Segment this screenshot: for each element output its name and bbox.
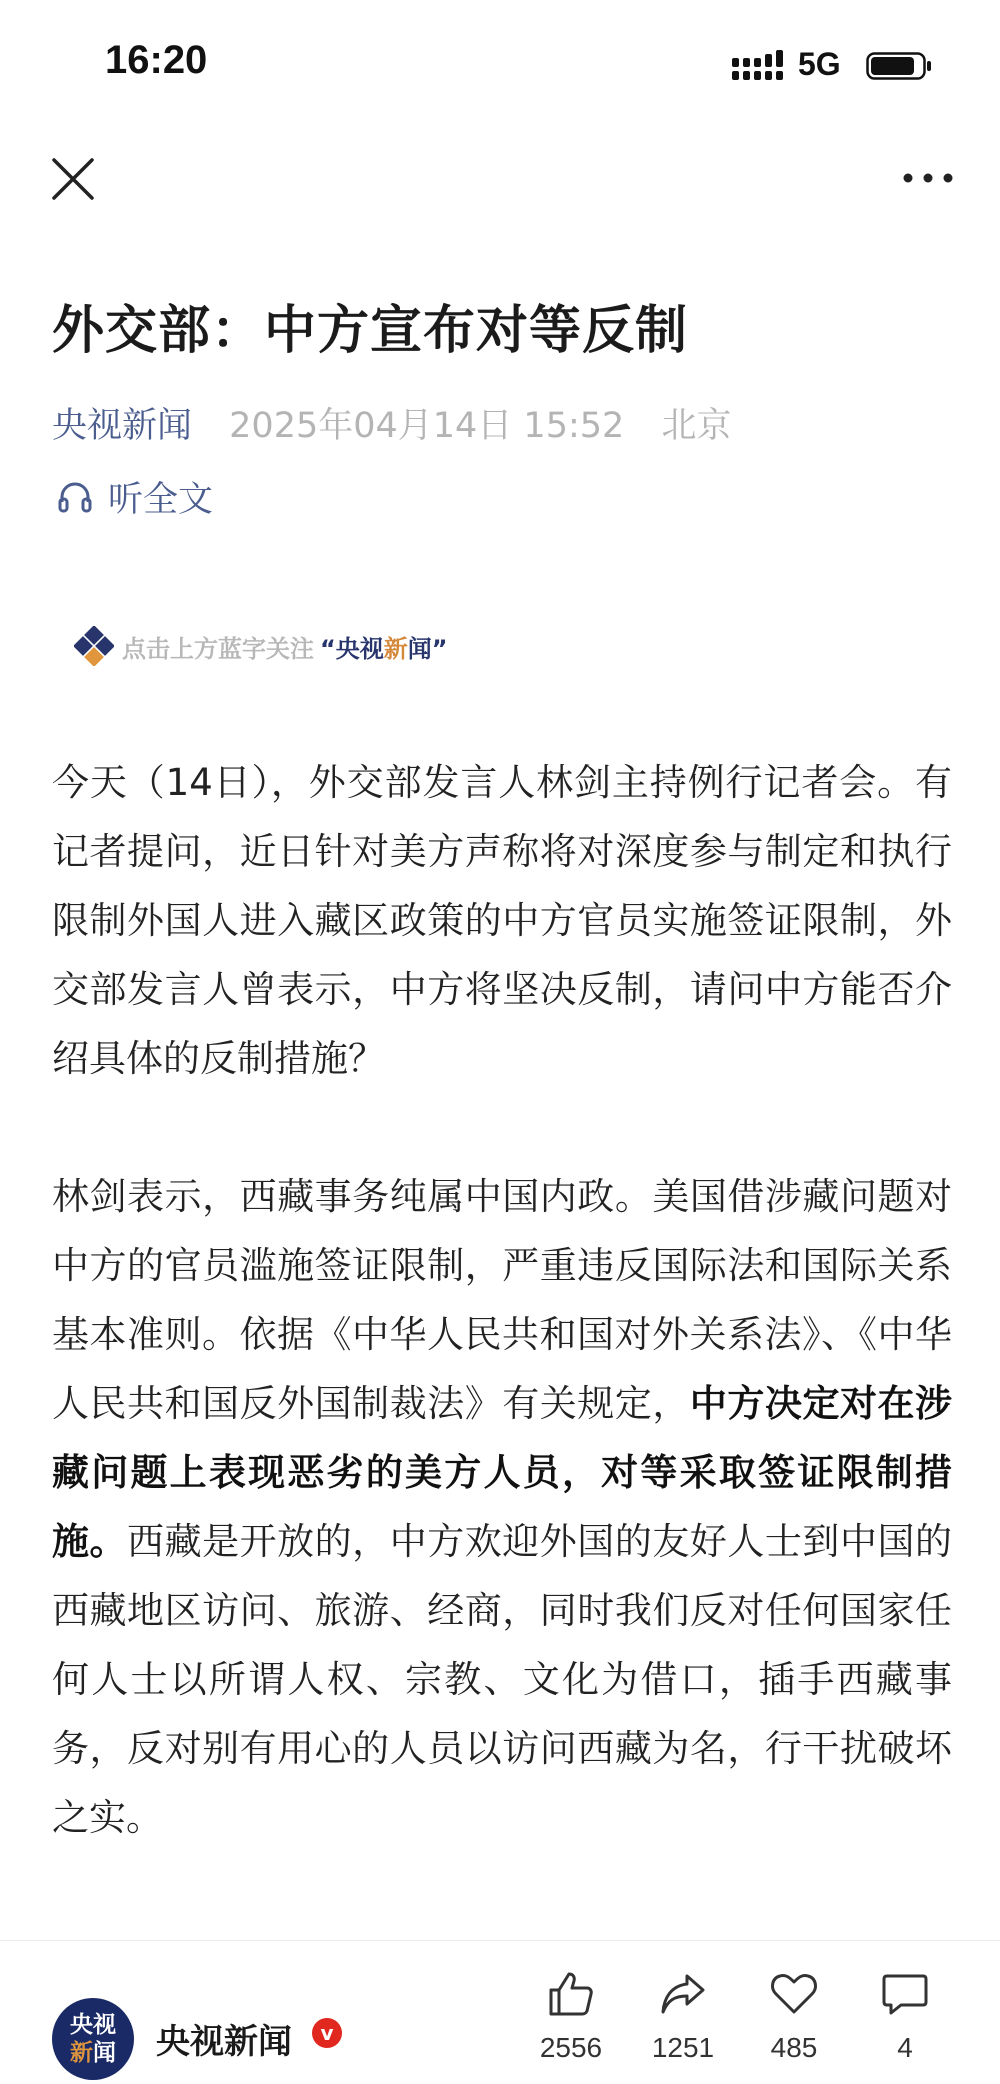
article-date: 2025年04月14日 15:52 <box>229 406 625 446</box>
heart-icon <box>768 1968 820 2020</box>
article-paragraph: 林剑表示，西藏事务纯属中国内政。美国借涉藏问题对中方的官员滥施签证限制，严重违反国际法和国际关系基本准则。依据《中华人民共和国对外关系法》、《中华人民共和国反外国制裁法》有关规定，中方决定对在涉藏问题上表现恶劣的美方人员，对等采取签证限制措施。西藏是开放的，中方欢迎外国的友好人士到中国的西藏地区访问、旅游、经商，同时我们反对任何国家任何人士以所谓人权、宗教、文化为借口，插手西藏事务，反对别有用心的人员以访问西藏为名，行干扰破坏之实。 <box>52 1175 953 1839</box>
bottom-action-bar <box>0 1941 1000 2084</box>
favorite-count: 485 <box>770 2032 818 2063</box>
network-type: 5G <box>798 46 841 82</box>
comment-count: 4 <box>897 2032 913 2063</box>
account-avatar[interactable]: 央视 新闻 <box>52 1998 134 2080</box>
status-bar <box>0 0 1000 130</box>
listen-label: 听全文 <box>108 480 214 520</box>
cctv-news-logo-icon <box>74 626 114 666</box>
follow-banner-text: 点击上方蓝字关注 <box>122 634 314 663</box>
follow-banner-brand: “央视新闻” <box>320 634 448 663</box>
signal-strength-icon <box>732 50 784 86</box>
listen-full-text-button[interactable] <box>56 472 213 522</box>
like-count: 2556 <box>539 2032 603 2063</box>
more-options-icon[interactable] <box>898 150 958 206</box>
article-source-link[interactable]: 央视新闻 <box>52 406 193 446</box>
article-paragraph: 今天（14日），外交部发言人林剑主持例行记者会。有记者提问，近日针对美方声称将对深度参与制定和执行限制外国人进入藏区政策的中方官员实施签证限制，外交部发言人曾表示，中方将坚决反制，请问中方能否介绍具体的反制措施？ <box>52 761 952 1080</box>
share-count: 1251 <box>651 2032 715 2063</box>
article-location: 北京 <box>661 406 732 446</box>
comment-button[interactable] <box>865 1968 945 2064</box>
article-body <box>52 748 952 1921</box>
favorite-button[interactable] <box>754 1968 834 2064</box>
status-time: 16:20 <box>105 38 208 82</box>
follow-banner[interactable] <box>74 626 448 666</box>
comment-icon <box>879 1968 931 2020</box>
verified-badge-icon: v <box>312 2018 342 2048</box>
share-arrow-icon <box>657 1968 709 2020</box>
thumbs-up-icon <box>545 1968 597 2020</box>
account-name[interactable]: 央视新闻 <box>156 2022 292 2062</box>
headphones-icon <box>56 478 94 516</box>
close-icon[interactable] <box>44 150 102 208</box>
battery-icon <box>866 52 932 80</box>
article-emphasis: 中方决定对在涉藏问题上表现恶劣的美方人员，对等采取签证限制措施。 <box>52 1382 953 1563</box>
like-button[interactable] <box>531 1968 611 2064</box>
article-meta <box>52 398 731 448</box>
share-button[interactable] <box>643 1968 723 2064</box>
article-title: 外交部：中方宣布对等反制 <box>52 301 689 361</box>
